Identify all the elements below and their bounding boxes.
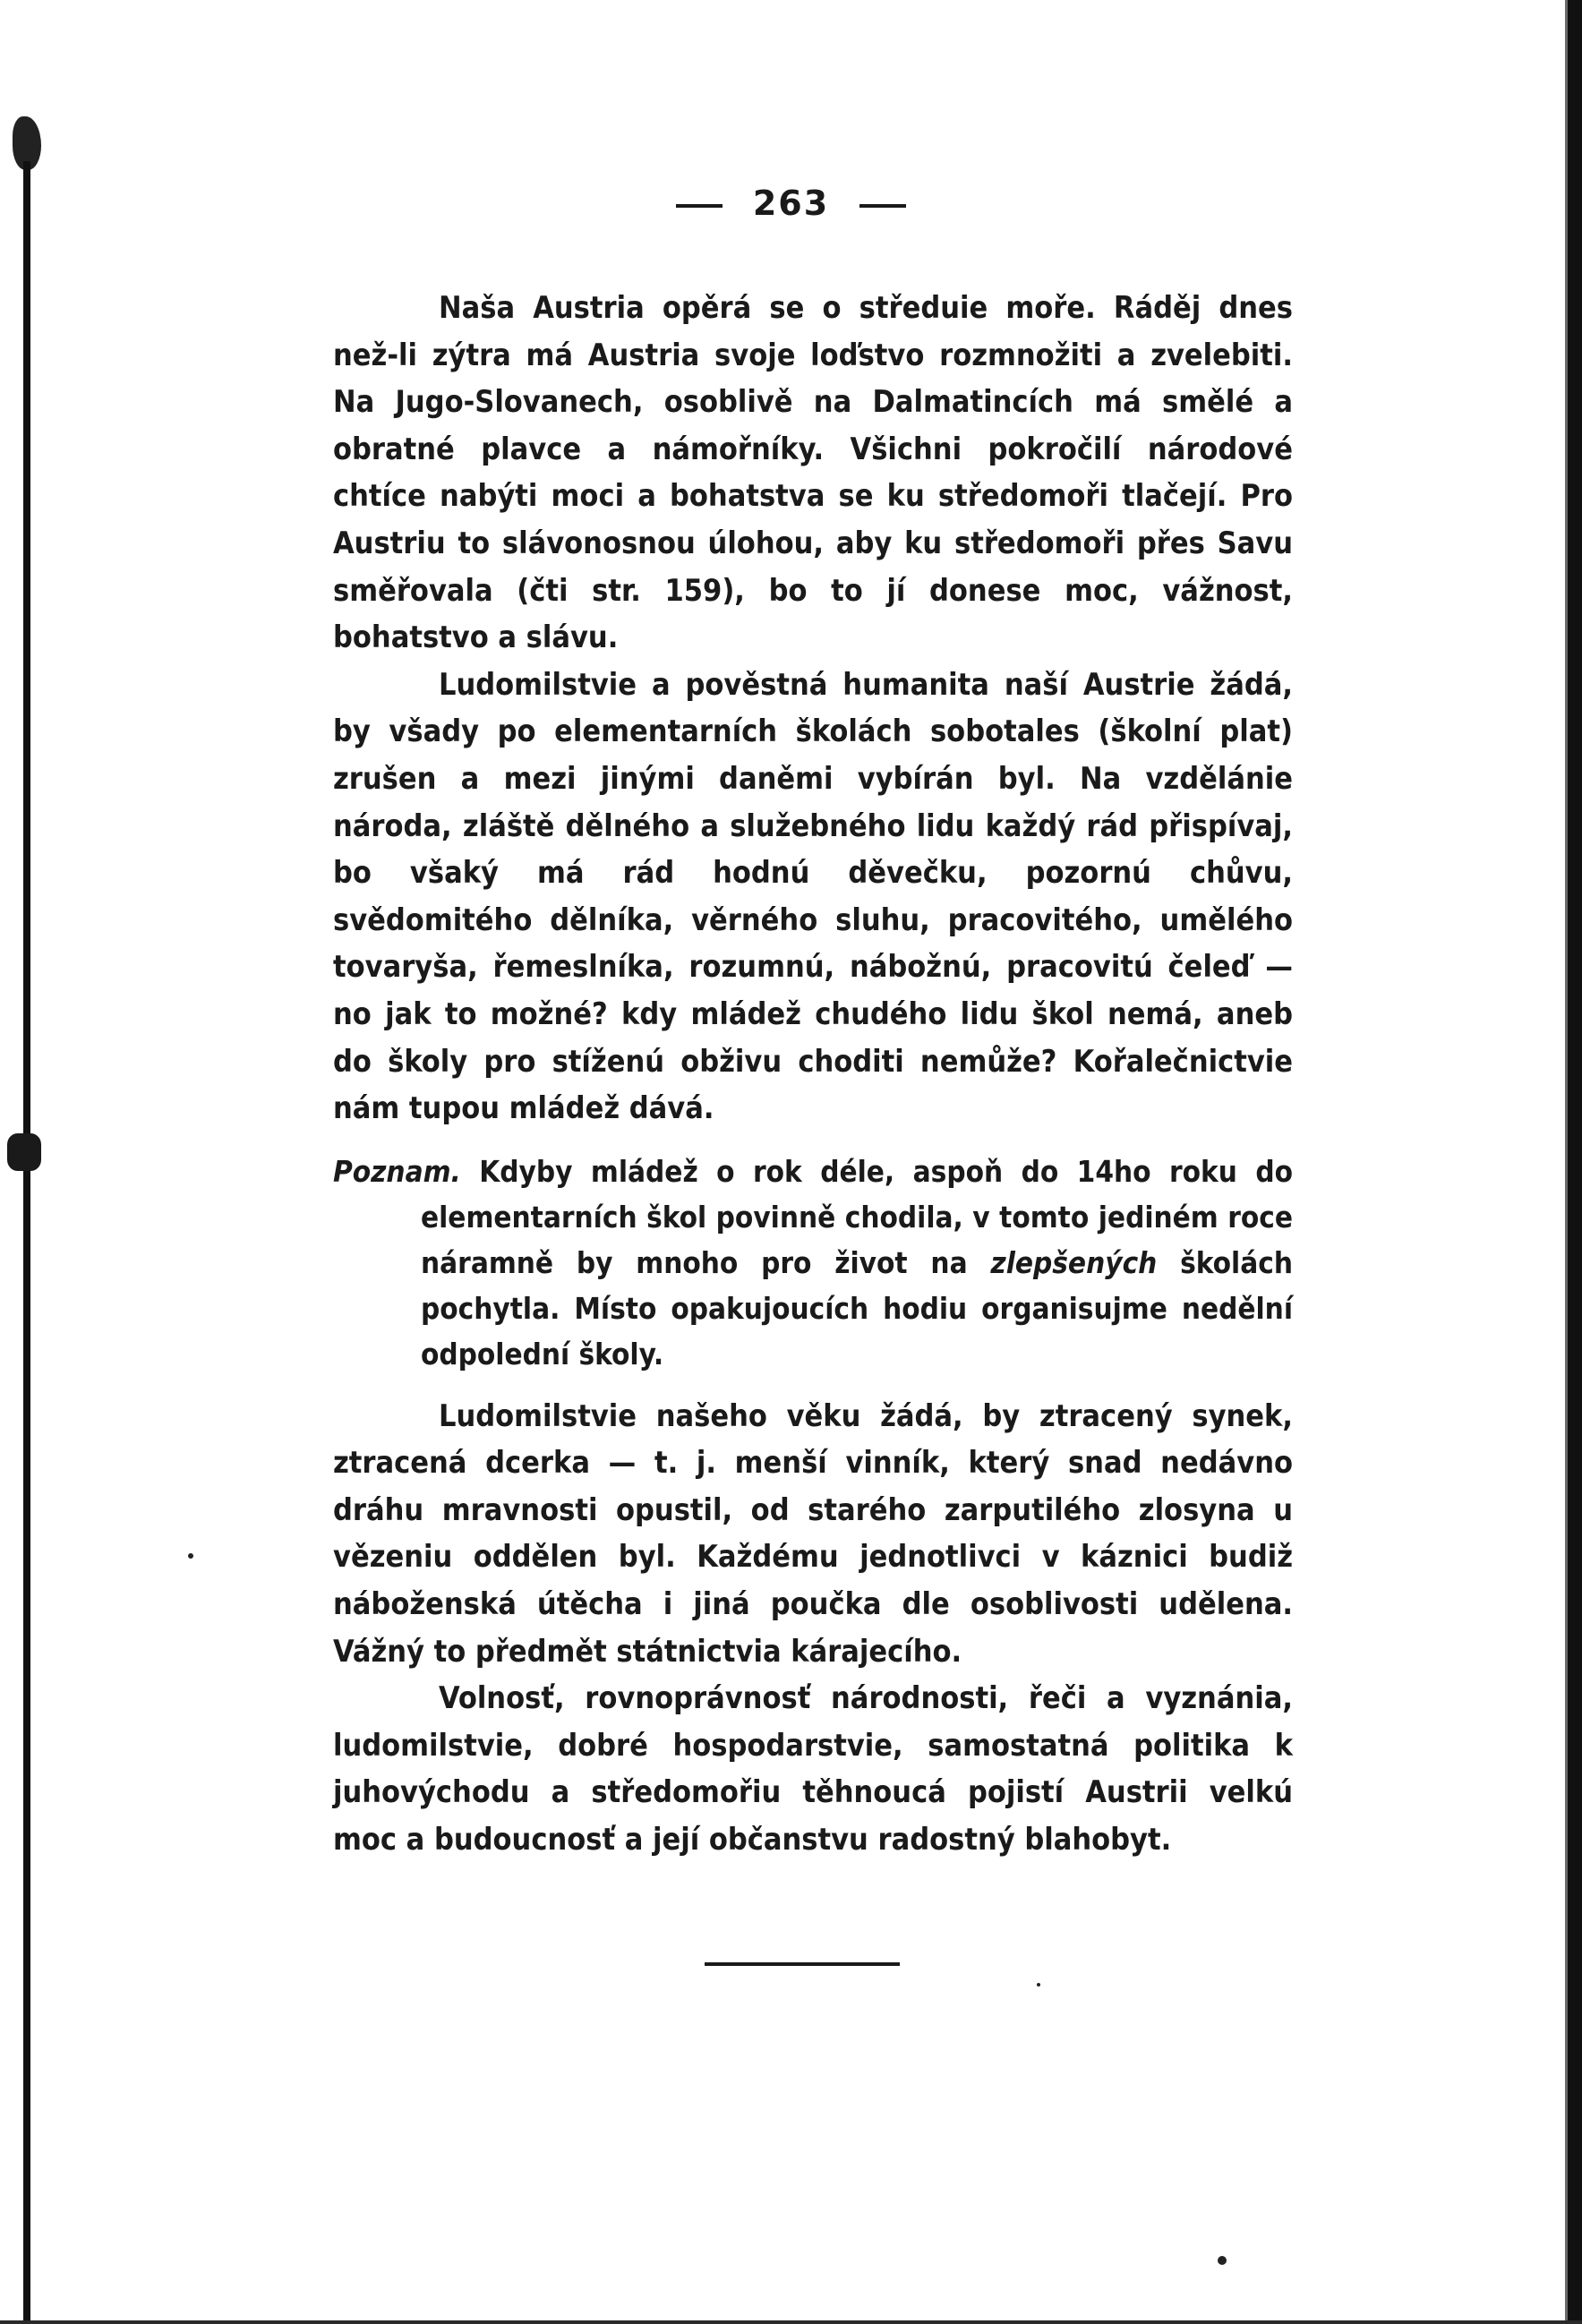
footnote-text-2: školách pochytla. Místo opakujoucích hodiu organisujme nedělní odpolední školy. bbox=[421, 1244, 1293, 1371]
paragraph-2: Ludomilstvie a pověstná humanita naší Austrie žádá, by všady po elementarních školách sobotales (školní plat) zrušen a mezi jinými daněmi vybírán byl. Na vzdělánie národa, zláště dělného a služebného lidu každý rád přispívaj, bo všaký má rád hodnú děvečku, pozornú chůvu, svědomitého dělníka, věrného sluhu, pracovitého, umělého tovaryša, řemeslníka, rozumnú, nábožnú, pracovitú čeleď — no jak to možné? kdy mládež chudého lidu škol nemá, aneb do školy pro stíženú obživu choditi nemůže? Kořalečnictvie nám tupou mládež dává. bbox=[333, 666, 1293, 1127]
page-header bbox=[0, 184, 1582, 223]
spacer bbox=[333, 1132, 1293, 1149]
left-binding-edge bbox=[23, 161, 30, 2324]
spacer bbox=[333, 1377, 1293, 1393]
header-dash-left bbox=[676, 204, 723, 208]
body-text bbox=[333, 285, 1293, 1864]
right-page-edge bbox=[1568, 0, 1582, 2324]
bottom-page-edge bbox=[0, 2320, 1582, 2324]
scan-speck bbox=[1037, 1983, 1040, 1987]
end-rule bbox=[705, 1962, 900, 1966]
scan-speck bbox=[188, 1553, 193, 1559]
paragraph-3: Ludomilstvie našeho věku žádá, by ztracený synek, ztracená dcerka — t. j. menší vinník, který snad nedávno dráhu mravnosti opustil, od starého zarputilého zlosyna u vězeniu oddělen byl. Každému jednotlivci v káznici budiž náboženská útěcha i jiná poučka dle osoblivosti udělena. Vážný to předmět státnictvia kárajecího. bbox=[333, 1397, 1293, 1670]
footnote-italic: zlepšených bbox=[990, 1244, 1158, 1280]
binding-mark bbox=[7, 1133, 41, 1171]
page-number: 263 bbox=[752, 184, 830, 223]
paragraph-4: Volnosť, rovnoprávnosť národnosti, řeči a vyznánia, ludomilstvie, dobré hospodarstvie, samostatná politika k juhovýchodu a středomořiu těhnoucá pojistí Austrii velkú moc a budoucnosť a její občanstvu radostný blahobyt. bbox=[333, 1680, 1293, 1858]
header-dash-right bbox=[859, 204, 906, 208]
scan-speck bbox=[1218, 2256, 1227, 2265]
paragraph-1: Naša Austria opěrá se o středuie moře. Ráděj dnes než-li zýtra má Austria svoje loďstvo rozmnožiti a zvelebiti. Na Jugo-Slovanech, osoblivě na Dalmatincích má smělé a obratné plavce a námořníky. Všichni pokročilí národové chtíce nabýti moci a bohatstva se ku středomoři tlačejí. Pro Austriu to slávonosnou úlohou, aby ku středomoři přes Savu směřovala (čti str. 159), bo to jí donese moc, vážnost, bohatstvo a slávu. bbox=[333, 290, 1293, 656]
footnote-label: Poznam. bbox=[333, 1153, 461, 1189]
footnote-text-1: Kdyby mládež o rok déle, aspoň do 14ho roku do elementarních škol povinně chodila, v tomto jediném roce náramně by mnoho pro život na bbox=[421, 1153, 1293, 1280]
footnote bbox=[333, 1149, 1293, 1377]
